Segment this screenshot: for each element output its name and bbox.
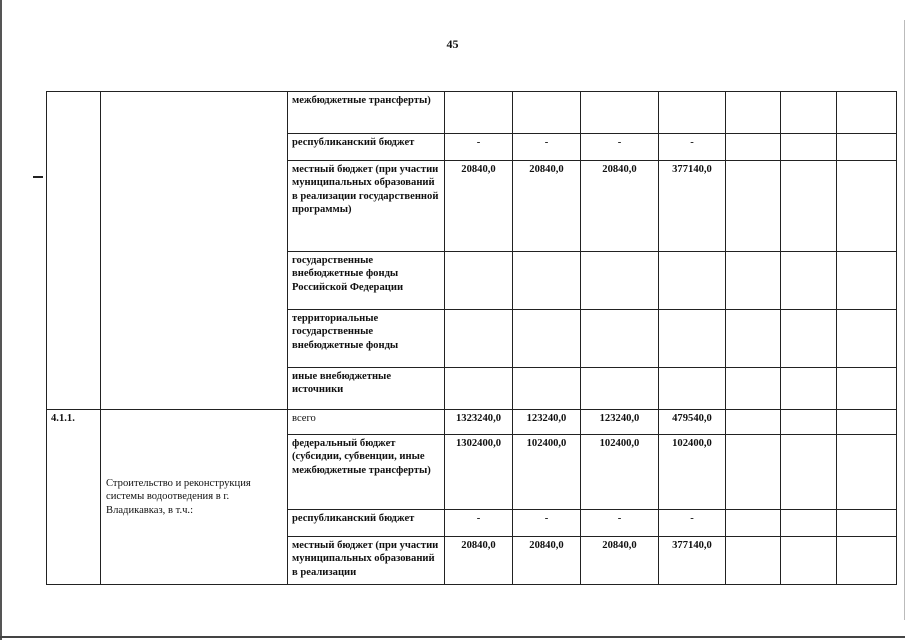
value-cell: 102400,0: [581, 435, 659, 510]
funding-source: республиканский бюджет: [288, 134, 445, 161]
code-cell-continued: [47, 92, 101, 410]
empty-cell: [781, 368, 837, 410]
value-cell: 1323240,0: [445, 410, 513, 435]
table-row: [47, 410, 897, 435]
value-cell: [581, 368, 659, 410]
empty-cell: [781, 310, 837, 368]
value-cell: [513, 252, 581, 310]
empty-cell: [726, 410, 781, 435]
value-cell: 20840,0: [581, 537, 659, 585]
margin-mark: [33, 176, 43, 178]
value-cell: 123240,0: [513, 410, 581, 435]
funding-source: иные внебюджетные источники: [288, 368, 445, 410]
value-cell: 377140,0: [659, 537, 726, 585]
value-cell: -: [513, 134, 581, 161]
funding-source: федеральный бюджет (субсидии, субвенции, иные межбюджетные трансферты): [288, 435, 445, 510]
funding-source: республиканский бюджет: [288, 510, 445, 537]
scan-edge-left: [0, 0, 2, 640]
empty-cell: [781, 510, 837, 537]
value-cell: [445, 252, 513, 310]
value-cell: 20840,0: [445, 537, 513, 585]
funding-source: всего: [288, 410, 445, 435]
empty-cell: [837, 510, 897, 537]
value-cell: 123240,0: [581, 410, 659, 435]
empty-cell: [837, 92, 897, 134]
page-number: 45: [446, 37, 459, 51]
value-cell: -: [659, 510, 726, 537]
value-cell: [659, 92, 726, 134]
value-cell: 20840,0: [513, 537, 581, 585]
empty-cell: [837, 252, 897, 310]
value-cell: 102400,0: [659, 435, 726, 510]
empty-cell: [726, 510, 781, 537]
empty-cell: [781, 92, 837, 134]
value-cell: [445, 368, 513, 410]
empty-cell: [781, 161, 837, 252]
value-cell: 20840,0: [581, 161, 659, 252]
value-cell: 20840,0: [513, 161, 581, 252]
value-cell: [513, 368, 581, 410]
value-cell: 20840,0: [445, 161, 513, 252]
funding-source: территориальные государственные внебюджетные фонды: [288, 310, 445, 368]
value-cell: -: [513, 510, 581, 537]
value-cell: [659, 368, 726, 410]
value-cell: [581, 310, 659, 368]
value-cell: 102400,0: [513, 435, 581, 510]
value-cell: 479540,0: [659, 410, 726, 435]
value-cell: 1302400,0: [445, 435, 513, 510]
empty-cell: [726, 368, 781, 410]
description-cell-continued: [101, 92, 288, 410]
budget-table: [46, 91, 897, 585]
value-cell: -: [581, 510, 659, 537]
value-cell: -: [581, 134, 659, 161]
empty-cell: [781, 435, 837, 510]
empty-cell: [781, 134, 837, 161]
value-cell: -: [445, 134, 513, 161]
value-cell: -: [659, 134, 726, 161]
empty-cell: [726, 310, 781, 368]
funding-source: местный бюджет (при участии муниципальных образований в реализации государственной программы): [288, 161, 445, 252]
empty-cell: [726, 161, 781, 252]
empty-cell: [837, 310, 897, 368]
value-cell: [445, 92, 513, 134]
empty-cell: [781, 537, 837, 585]
value-cell: [659, 310, 726, 368]
item-code: 4.1.1.: [47, 410, 101, 585]
empty-cell: [726, 134, 781, 161]
value-cell: [659, 252, 726, 310]
value-cell: [581, 252, 659, 310]
empty-cell: [726, 537, 781, 585]
empty-cell: [837, 435, 897, 510]
item-description: Строительство и реконструкция системы водоотведения в г. Владикавказ, в т.ч.:: [101, 410, 288, 585]
empty-cell: [781, 410, 837, 435]
value-cell: 377140,0: [659, 161, 726, 252]
table-row: [47, 92, 897, 134]
empty-cell: [837, 368, 897, 410]
value-cell: [513, 310, 581, 368]
value-cell: [581, 92, 659, 134]
funding-source: межбюджетные трансферты): [288, 92, 445, 134]
empty-cell: [781, 252, 837, 310]
empty-cell: [837, 161, 897, 252]
value-cell: -: [445, 510, 513, 537]
funding-source: местный бюджет (при участии муниципальных образований в реализации: [288, 537, 445, 585]
empty-cell: [726, 435, 781, 510]
empty-cell: [837, 134, 897, 161]
empty-cell: [726, 92, 781, 134]
value-cell: [513, 92, 581, 134]
value-cell: [445, 310, 513, 368]
empty-cell: [837, 537, 897, 585]
scan-edge-bottom: [0, 636, 905, 638]
empty-cell: [837, 410, 897, 435]
empty-cell: [726, 252, 781, 310]
funding-source: государственные внебюджетные фонды Российской Федерации: [288, 252, 445, 310]
